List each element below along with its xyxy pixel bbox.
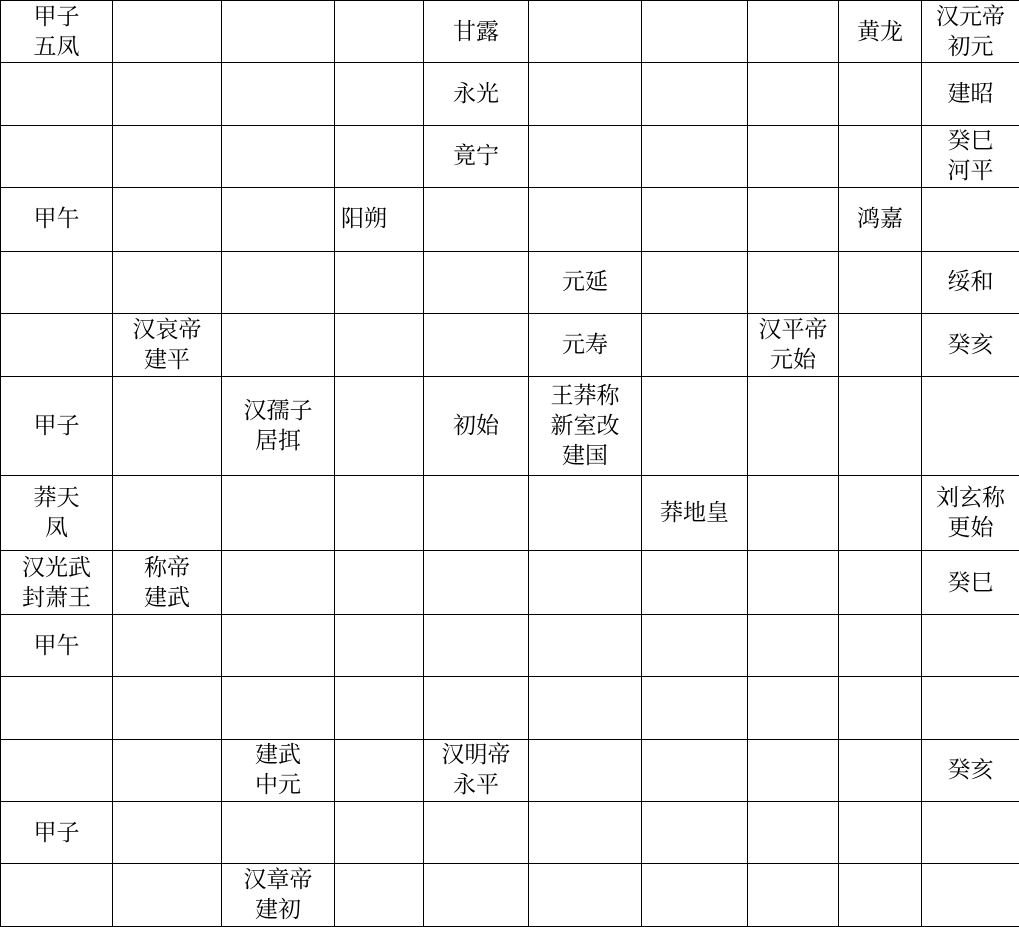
table-cell: [642, 313, 748, 376]
table-cell: [748, 476, 839, 551]
table-cell: [335, 802, 424, 864]
table-cell: [1, 739, 113, 801]
table-cell: [642, 188, 748, 251]
table-cell: [335, 1, 424, 63]
table-cell: [748, 551, 839, 614]
table-cell: 汉孺子 居挕: [222, 377, 335, 476]
table-cell: [748, 677, 839, 739]
table-cell: 汉光武 封萧王: [1, 551, 113, 614]
table-cell: 元寿: [529, 313, 642, 376]
table-cell: [113, 802, 222, 864]
table-cell: [922, 188, 1019, 251]
table-cell: [113, 251, 222, 313]
table-cell: [748, 864, 839, 927]
table-cell: 刘玄称 更始: [922, 476, 1019, 551]
table-cell: 竟宁: [424, 125, 529, 187]
table-cell: [529, 864, 642, 927]
table-cell: 汉哀帝 建平: [113, 313, 222, 376]
table-cell: [222, 63, 335, 125]
table-cell: 元延: [529, 251, 642, 313]
table-cell: [424, 476, 529, 551]
table-cell: 癸亥: [922, 313, 1019, 376]
table-cell: 建武 中元: [222, 739, 335, 801]
table-cell: [222, 251, 335, 313]
table-cell: [335, 739, 424, 801]
table-cell: [529, 476, 642, 551]
table-cell: [113, 188, 222, 251]
table-cell: 阳朔: [335, 188, 424, 251]
table-cell: 甲子: [1, 802, 113, 864]
table-cell: [748, 1, 839, 63]
table-cell: [222, 125, 335, 187]
table-cell: [642, 377, 748, 476]
table-cell: [748, 125, 839, 187]
table-cell: 甲子 五凤: [1, 1, 113, 63]
table-cell: [642, 63, 748, 125]
table-row: [1, 377, 1019, 476]
table-cell: [1, 677, 113, 739]
table-cell: 甲午: [1, 188, 113, 251]
table-cell: [642, 802, 748, 864]
table-cell: [748, 739, 839, 801]
table-cell: 癸巳 河平: [922, 125, 1019, 187]
table-row: [1, 739, 1019, 801]
table-cell: [335, 864, 424, 927]
table-cell: [642, 614, 748, 676]
table-cell: 汉元帝 初元: [922, 1, 1019, 63]
table-cell: [839, 377, 922, 476]
table-cell: [839, 864, 922, 927]
table-cell: 甲午: [1, 614, 113, 676]
table-cell: [1, 63, 113, 125]
table-cell: [222, 802, 335, 864]
table-cell: 癸亥: [922, 739, 1019, 801]
table-cell: [922, 677, 1019, 739]
table-cell: 汉明帝 永平: [424, 739, 529, 801]
table-cell: 王莽称 新室改 建国: [529, 377, 642, 476]
table-cell: [222, 614, 335, 676]
table-cell: 莽地皇: [642, 476, 748, 551]
table-cell: [529, 1, 642, 63]
table-cell: [922, 377, 1019, 476]
table-row: [1, 63, 1019, 125]
table-row: [1, 864, 1019, 927]
table-cell: [642, 551, 748, 614]
table-cell: [529, 802, 642, 864]
table-cell: [113, 864, 222, 927]
table-cell: 绥和: [922, 251, 1019, 313]
table-cell: 永光: [424, 63, 529, 125]
table-cell: [113, 677, 222, 739]
table-cell: [839, 677, 922, 739]
table-cell: [335, 551, 424, 614]
table-row: [1, 313, 1019, 376]
table-cell: [642, 251, 748, 313]
table-row: [1, 614, 1019, 676]
table-cell: [529, 188, 642, 251]
table-cell: [748, 251, 839, 313]
table-cell: [1, 125, 113, 187]
table-cell: [839, 802, 922, 864]
table-row: [1, 1, 1019, 63]
table-cell: [839, 125, 922, 187]
table-cell: [335, 313, 424, 376]
table-cell: [922, 864, 1019, 927]
table-cell: [335, 677, 424, 739]
table-cell: [222, 1, 335, 63]
table-cell: [839, 63, 922, 125]
table-cell: [424, 313, 529, 376]
table-cell: [748, 377, 839, 476]
table-cell: [529, 551, 642, 614]
table-cell: 汉章帝 建初: [222, 864, 335, 927]
table-cell: [642, 677, 748, 739]
table-cell: 甘露: [424, 1, 529, 63]
table-cell: [748, 802, 839, 864]
table-cell: [222, 188, 335, 251]
table-row: [1, 551, 1019, 614]
table-cell: [922, 802, 1019, 864]
table-cell: [113, 125, 222, 187]
table-cell: [113, 63, 222, 125]
table-cell: 黄龙: [839, 1, 922, 63]
table-cell: [529, 739, 642, 801]
table-row: [1, 677, 1019, 739]
table-cell: [1, 313, 113, 376]
table-cell: [335, 63, 424, 125]
table-cell: [748, 63, 839, 125]
table-cell: [642, 125, 748, 187]
table-cell: [839, 476, 922, 551]
table-cell: 汉平帝 元始: [748, 313, 839, 376]
table-cell: [529, 614, 642, 676]
table-cell: [424, 188, 529, 251]
table-cell: [748, 614, 839, 676]
table-cell: 建昭: [922, 63, 1019, 125]
table-cell: [424, 864, 529, 927]
table-cell: [335, 251, 424, 313]
table-row: [1, 802, 1019, 864]
table-cell: [1, 251, 113, 313]
table-cell: [424, 251, 529, 313]
table-cell: [642, 864, 748, 927]
table-cell: [529, 125, 642, 187]
table-cell: [113, 476, 222, 551]
table-cell: [529, 63, 642, 125]
table-row: [1, 251, 1019, 313]
table-cell: [424, 551, 529, 614]
table-cell: [748, 188, 839, 251]
table-row: [1, 476, 1019, 551]
table-cell: [222, 551, 335, 614]
table-cell: [222, 476, 335, 551]
table-cell: [113, 1, 222, 63]
table-row: [1, 125, 1019, 187]
table-cell: 称帝 建武: [113, 551, 222, 614]
table-cell: 初始: [424, 377, 529, 476]
table-cell: [424, 677, 529, 739]
table-cell: [424, 614, 529, 676]
table-cell: [839, 551, 922, 614]
table-cell: [335, 476, 424, 551]
era-table-body: [1, 1, 1019, 927]
table-cell: [642, 1, 748, 63]
table-row: [1, 188, 1019, 251]
table-cell: [529, 677, 642, 739]
table-cell: [839, 313, 922, 376]
table-cell: [335, 377, 424, 476]
table-cell: [335, 125, 424, 187]
table-cell: 甲子: [1, 377, 113, 476]
table-cell: [922, 614, 1019, 676]
table-cell: [113, 377, 222, 476]
table-cell: [642, 739, 748, 801]
table-cell: 癸巳: [922, 551, 1019, 614]
table-cell: [839, 614, 922, 676]
table-cell: [222, 677, 335, 739]
table-cell: 鸿嘉: [839, 188, 922, 251]
table-cell: [113, 614, 222, 676]
table-cell: [222, 313, 335, 376]
table-cell: [1, 864, 113, 927]
table-cell: [839, 251, 922, 313]
table-cell: [424, 802, 529, 864]
table-cell: [335, 614, 424, 676]
table-cell: [113, 739, 222, 801]
table-cell: [839, 739, 922, 801]
table-cell: 莽天 凤: [1, 476, 113, 551]
